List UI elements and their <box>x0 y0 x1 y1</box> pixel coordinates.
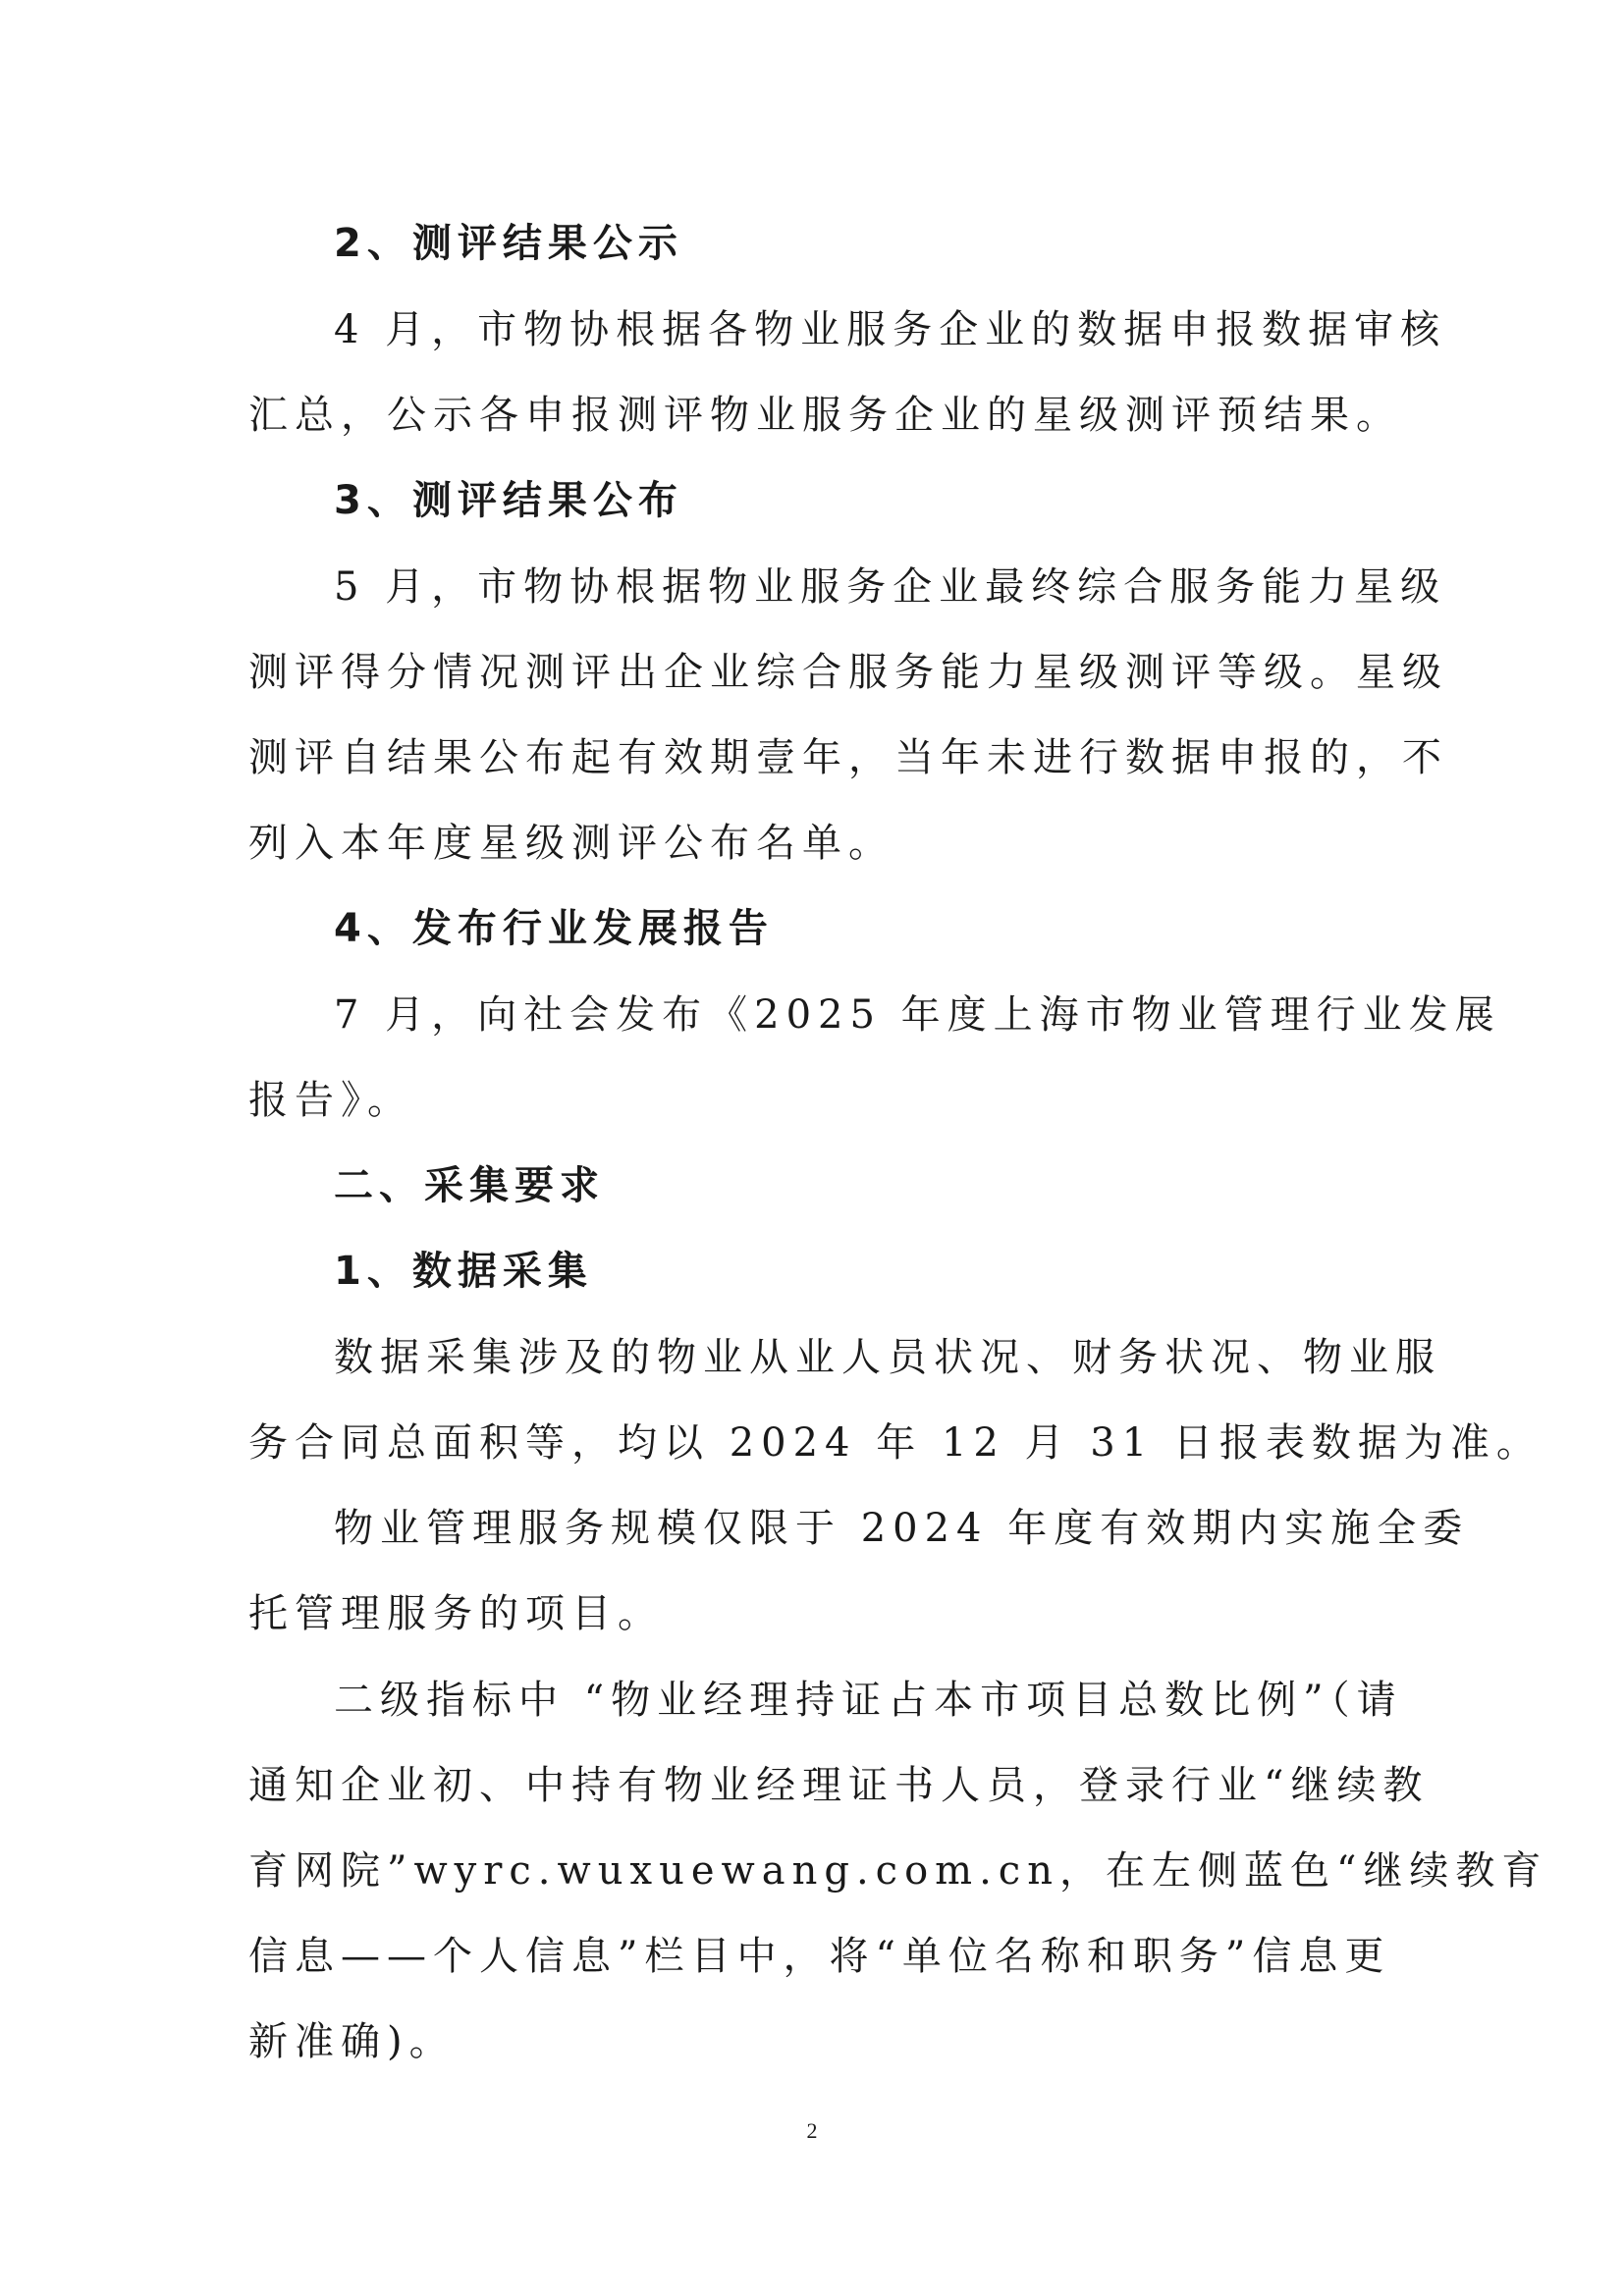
paragraph-line: 数据采集涉及的物业从业人员状况、财务状况、物业服 <box>334 1335 1441 1380</box>
paragraph-line: 测评得分情况测评出企业综合服务能力星级测评等级。星级 <box>248 650 1448 695</box>
paragraph-line: 列入本年度星级测评公布名单。 <box>248 821 894 866</box>
paragraph-line: 7 月，向社会发布《2025 年度上海市物业管理行业发展 <box>334 992 1501 1038</box>
paragraph-line: 测评自结果公布起有效期壹年，当年未进行数据申报的，不 <box>248 735 1448 780</box>
section-heading-evaluation-result-publicity: 2、测评结果公示 <box>334 221 683 266</box>
paragraph-line-with-url: 育网院”wyrc.wuxuewang.com.cn，在左侧蓝色“继续教育 <box>248 1848 1548 1894</box>
paragraph-line: 务合同总面积等，均以 2024 年 12 月 31 日报表数据为准。 <box>248 1420 1543 1466</box>
paragraph-line: 新准确)。 <box>248 2019 456 2064</box>
section-heading-collection-requirements: 二、采集要求 <box>334 1163 605 1208</box>
paragraph-line: 报告》。 <box>248 1078 413 1123</box>
paragraph-line: 托管理服务的项目。 <box>248 1591 664 1636</box>
section-heading-data-collection: 1、数据采集 <box>334 1249 593 1294</box>
page-number: 2 <box>806 2118 818 2143</box>
paragraph-line: 汇总，公示各申报测评物业服务企业的星级测评预结果。 <box>248 393 1402 438</box>
paragraph-line: 通知企业初、中持有物业经理证书人员，登录行业“继续教 <box>248 1763 1430 1808</box>
paragraph-line: 4 月，市物协根据各物业服务企业的数据申报数据审核 <box>334 307 1447 352</box>
paragraph-line: 物业管理服务规模仅限于 2024 年度有效期内实施全委 <box>334 1506 1470 1551</box>
section-heading-industry-report: 4、发布行业发展报告 <box>334 906 774 951</box>
paragraph-line: 5 月，市物协根据物业服务企业最终综合服务能力星级 <box>334 564 1447 610</box>
paragraph-line: 二级指标中 “物业经理持证占本市项目总数比例”（请 <box>334 1678 1403 1723</box>
section-heading-evaluation-result-release: 3、测评结果公布 <box>334 478 683 523</box>
paragraph-line: 信息——个人信息”栏目中，将“单位名称和职务”信息更 <box>248 1934 1391 1979</box>
